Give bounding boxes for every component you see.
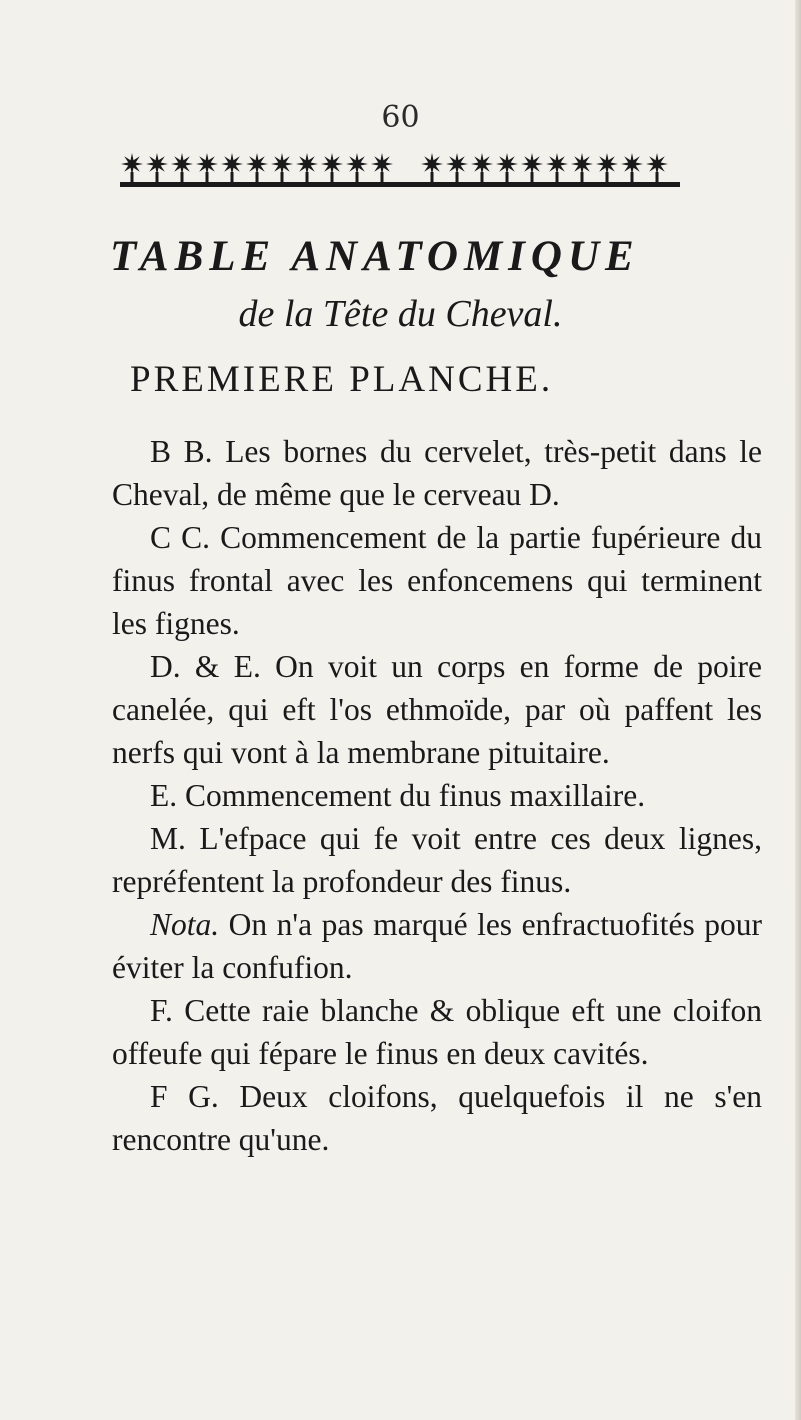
entry-bb <box>112 430 762 516</box>
entry-m <box>112 817 762 903</box>
entry-text: Commencement du finus maxillaire. <box>177 778 646 813</box>
entry-text: Commencement de la partie fupérieure du finus frontal avec les enfoncemens qui terminent les fignes. <box>112 520 762 641</box>
entry-nota <box>112 903 762 989</box>
entry-key: C C. <box>150 520 210 555</box>
entry-key: B B. <box>150 434 213 469</box>
entry-text: Cette raie blanche & oblique eft une cloifon offeufe qui fépare le finus en deux cavités. <box>112 993 762 1071</box>
entry-text: Les bornes du cervelet, très-petit dans le Cheval, de même que le cerveau D. <box>112 434 762 512</box>
entry-list <box>112 430 762 1161</box>
entry-key: D. & E. <box>150 649 261 684</box>
entry-text: Deux cloifons, quelquefois il ne s'en rencontre qu'une. <box>112 1079 762 1157</box>
entry-f <box>112 989 762 1075</box>
entry-key: Nota. <box>150 907 220 942</box>
page-number: 60 <box>381 100 420 135</box>
fleuron-row-icon <box>120 148 680 190</box>
entry-cc <box>112 516 762 645</box>
entry-key: E. <box>150 778 178 813</box>
entry-e <box>112 774 762 817</box>
page-title: TABLE ANATOMIQUE <box>110 233 640 280</box>
entry-text: On voit un corps en forme de poire canelée, qui eft l'os ethmoïde, par où paffent les nerfs qui vont à la membrane pituitaire. <box>112 649 762 770</box>
entry-d-e <box>112 645 762 774</box>
entry-text: L'efpace qui fe voit entre ces deux lignes, repréfentent la profondeur des finus. <box>112 821 762 899</box>
entry-text: On n'a pas marqué les enfractuofités pour éviter la confufion. <box>112 907 762 985</box>
plate-heading: PREMIERE PLANCHE. <box>130 359 554 400</box>
entry-key: M. <box>150 821 186 856</box>
page-subtitle: de la Tête du Cheval. <box>238 293 563 335</box>
page-edge <box>795 0 801 1420</box>
entry-key: F. <box>150 993 173 1028</box>
entry-key: F G. <box>150 1079 219 1114</box>
entry-fg <box>112 1075 762 1161</box>
